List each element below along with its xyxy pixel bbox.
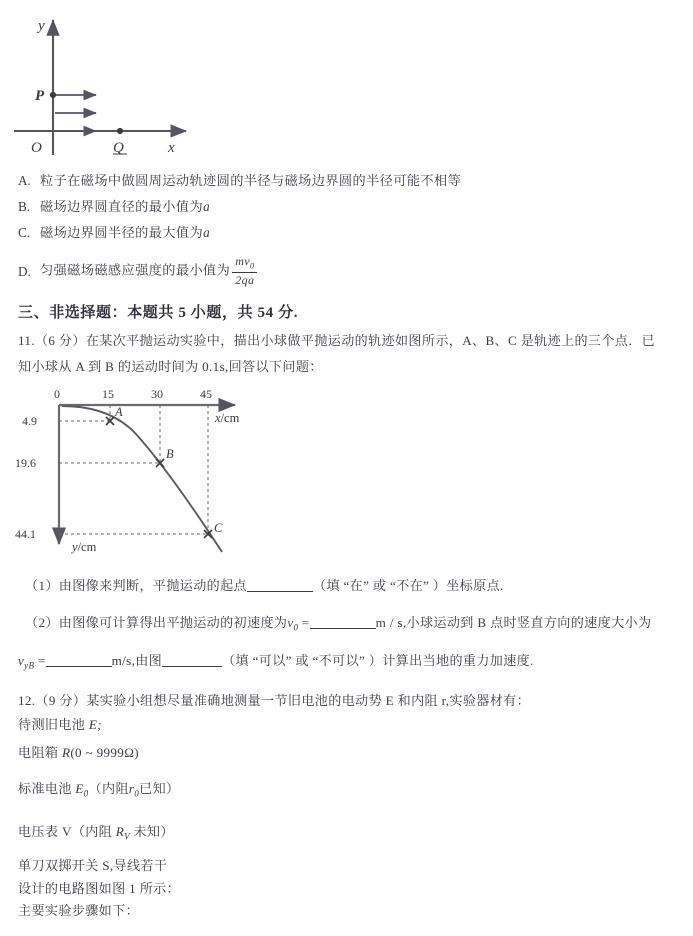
field-diagram-svg [0, 0, 260, 160]
q12-item4-text: 电压表 V（内阻 [18, 824, 116, 839]
option-b[interactable] [18, 194, 678, 220]
question-12-item-standard-battery [18, 777, 180, 806]
question-12-item-resistance-box [18, 741, 139, 765]
option-b-variable: a [203, 199, 211, 214]
trajectory-chart-svg [10, 384, 300, 564]
question-11-sub2-cont [18, 648, 683, 679]
option-c-text: 磁场边界圆半径的最大值为a [40, 225, 211, 240]
chart-x-axis-label: x/cm [215, 411, 240, 425]
q12-item2-text: 电阻箱 [18, 745, 62, 760]
q11-vyb-symbol: $v_{yB}$ [18, 653, 35, 671]
question-11-sub1 [25, 573, 504, 599]
question-11-sub2 [25, 610, 685, 641]
section-heading: 三、非选择题：本题共 5 小题，共 54 分. [18, 305, 299, 321]
option-a-text: 粒子在磁场中做圆周运动轨迹圆的半径与磁场边界圆的半径可能不相等 [40, 173, 462, 188]
option-b-text: 磁场边界圆直径的最小值为a [40, 199, 211, 214]
option-d[interactable] [18, 256, 678, 287]
point-c-label: C [214, 521, 223, 535]
origin-label: O [31, 140, 42, 156]
q11-sub2-unit: m / s [375, 615, 403, 630]
question-12-item-voltmeter [18, 820, 174, 849]
option-b-label: B. [18, 199, 31, 214]
question-12-item-battery [18, 713, 102, 737]
option-d-label: D. [18, 263, 31, 279]
point-a-label: A [115, 405, 123, 419]
q12-item3-variable: $E_0$ [75, 781, 89, 799]
option-c-variable: a [203, 225, 211, 240]
q11-sub2b-unit: m/s [111, 653, 132, 668]
q11-sub2-pre: （2）由图像可计算得出平抛运动的初速度为 [25, 615, 288, 630]
projectile-trajectory-chart [10, 384, 300, 564]
q11-sub1-pre: （1）由图像来判断，平抛运动的起点 [25, 578, 247, 593]
point-q-dot [117, 128, 123, 134]
option-a-label: A. [18, 173, 31, 188]
y-tick-4-9: 4.9 [22, 414, 37, 428]
q11-vyb-blank[interactable] [46, 653, 112, 667]
q12-item3-note-variable: $r_0$ [128, 781, 140, 799]
fraction-denominator: 2qa [235, 272, 255, 287]
point-markers [106, 417, 212, 538]
q12-item4-post: 未知） [129, 824, 174, 839]
question-12-steps-note: 主要实验步骤如下： [18, 903, 139, 918]
option-d-text: 匀强磁场磁感应强度的最小值为 $\frac{mv_0}{2qa}$ [40, 256, 259, 287]
q11-v0-symbol: $v_0$ [287, 615, 299, 633]
question-11-stem-line1: 11.（6 分）在某次平抛运动实验中，描出小球做平抛运动的轨迹如图所示，A、B、C 是轨迹上的三个点．已 [18, 333, 656, 348]
option-a[interactable] [18, 168, 678, 194]
x-tick-0: 0 [54, 387, 60, 401]
q12-item4-variable: $R_V$ [115, 824, 130, 842]
q11-sub2-mid: ,小球运动到 B 点时竖直方向的速度大小为 [402, 615, 652, 630]
q12-item2-variable: R [61, 745, 71, 760]
x-tick-30: 30 [151, 387, 163, 401]
q11-sub2b-post: （填 “可以” 或 “不可以” ）计算出当地的重力加速度. [222, 653, 534, 668]
option-c[interactable] [18, 220, 678, 246]
x-tick-15: 15 [102, 387, 114, 401]
q11-sub2-equals: = [301, 615, 310, 630]
x-tick-45: 45 [200, 387, 212, 401]
q12-item1-variable: E; [88, 717, 102, 732]
point-b-label: B [166, 447, 174, 461]
magnetic-field-diagram [0, 0, 260, 160]
point-q-label: Q [113, 140, 124, 156]
y-tick-44-1: 44.1 [15, 527, 36, 541]
fraction-numerator: $mv_0$ [232, 255, 257, 273]
multiple-choice-options [18, 168, 678, 287]
q11-sub2b-mid: ,由图 [131, 653, 163, 668]
q11-v0-blank[interactable] [310, 615, 376, 629]
x-axis-label: x [168, 140, 175, 156]
question-11-stem [18, 328, 678, 380]
q12-item3-text: 标准电池 [18, 781, 76, 796]
point-p-dot [50, 92, 56, 98]
question-12-stem: 12.（9 分）某实验小组想尽量准确地测量一节旧电池的电动势 E 和内阻 r,实验器材有： [18, 693, 531, 708]
q12-item2-range: (0 ~ 9999Ω) [70, 745, 139, 760]
y-tick-19-6: 19.6 [15, 456, 36, 470]
chart-y-axis-label: y/cm [72, 540, 97, 554]
q11-sub2b-equals: = [37, 653, 46, 668]
option-c-label: C. [18, 225, 31, 240]
q11-sub1-post: （填 “在” 或 “不在” ）坐标原点. [313, 578, 504, 593]
q12-item3-note-pre: （内阻 [88, 781, 129, 796]
point-p-label: P [35, 88, 45, 104]
question-12-circuit-note: 设计的电路图如图 1 所示： [18, 881, 181, 896]
y-axis-label: y [38, 18, 45, 34]
q11-sub1-blank[interactable] [247, 578, 313, 592]
q11-method-blank[interactable] [162, 653, 222, 667]
question-12-item-switch: 单刀双掷开关 S,导线若干 [18, 858, 168, 873]
option-d-fraction [232, 255, 257, 286]
question-11-stem-line2: 知小球从 A 到 B 的运动时间为 0.1s,回答以下问题： [18, 359, 323, 374]
trajectory-curve [62, 406, 222, 552]
q12-item3-note-post: 已知） [139, 781, 180, 796]
q12-item1-text: 待测旧电池 [18, 717, 89, 732]
